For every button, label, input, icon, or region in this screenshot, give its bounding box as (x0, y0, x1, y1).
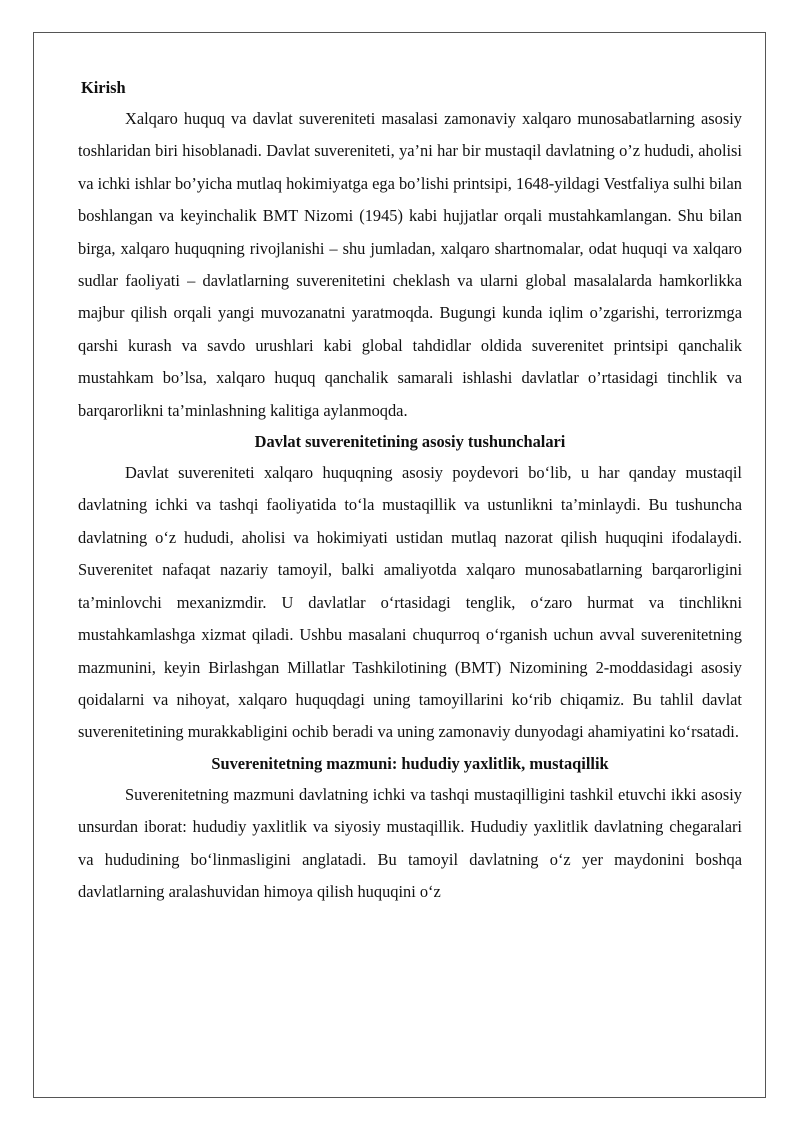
section-heading-basic-concepts: Davlat suverenitetining asosiy tushunchalari (254, 432, 566, 452)
section-heading-sovereignty-content: Suverenitetning mazmuni: hududiy yaxlitlik, mustaqillik (211, 753, 609, 773)
section-heading-introduction: Kirish (81, 78, 126, 97)
paragraph-sovereignty-content: Suverenitetning mazmuni davlatning ichki va tashqi mustaqilligini tashkil etuvchi ikki asosiy unsurdan iborat: hududiy yaxlitlik va siyosiy mustaqillik. Hududiy yaxlitlik davlatning chegaralari va hududining bo‘linmasligini anglatadi. Bu tamoyil davlatning o‘z yer maydonini boshqa davlatlarning aralashuvidan himoya qilish huquqini o‘z (78, 784, 742, 901)
paragraph-introduction: Xalqaro huquq va davlat suvereniteti masalasi zamonaviy xalqaro munosabatlarning asosiy toshlaridan biri hisoblanadi. Davlat suvereniteti, ya’ni har bir mustaqil davlatning o’z hududi, aholisi va ichki ishlar bo’yicha mutlaq hokimiyatga ega bo’lishi printsipi, 1648-yildagi Vestfaliya sulhi bilan boshlangan va keyinchalik BMT Nizomi (1945) kabi hujjatlar orqali mustahkamlangan. Shu bilan birga, xalqaro huquqning rivojlanishi – shu jumladan, xalqaro shartnomalar, odat huquqi va xalqaro sudlar faoliyati – davlatlarning suverenitetini cheklash va ularni global masalalarda hamkorlikka majbur qilish orqali yangi muvozanatni yaratmoqda. Bugungi kunda iqlim o’zgarishi, terrorizmga qarshi kurash va savdo urushlari kabi global tahdidlar oldida suverenitet printsipi qanchalik mustahkam bo’lsa, xalqaro huquq qanchalik samarali ishlashi davlatlar o’rtasidagi tinchlik va barqarorlikni ta’minlashning kalitiga aylanmoqda. (78, 109, 742, 420)
document-body (78, 75, 742, 908)
paragraph-basic-concepts: Davlat suvereniteti xalqaro huquqning asosiy poydevori bo‘lib, u har qanday mustaqil davlatning ichki va tashqi faoliyatida to‘la mustaqillik va ustunlikni ta’minlaydi. Bu tushuncha davlatning o‘z hududi, aholisi va hokimiyati ustidan mutlaq nazorat qilish huquqini ifodalaydi. Suverenitet nafaqat nazariy tamoyil, balki amaliyotda xalqaro munosabatlarning barqarorligini ta’minlovchi mexanizmdir. U davlatlar o‘rtasidagi tenglik, o‘zaro hurmat va tinchlikni mustahkamlashga xizmat qiladi. Ushbu masalani chuqurroq o‘rganish uchun avval suverenitetning mazmunini, keyin Birlashgan Millatlar Tashkilotining (BMT) Nizomining 2-moddasidagi asosiy qoidalarni va nihoyat, xalqaro huquqdagi uning tamoyillarini ko‘rib chiqamiz. Bu tahlil davlat suverenitetining murakkabligini ochib beradi va uning zamonaviy dunyodagi ahamiyatini ko‘rsatadi. (78, 463, 742, 742)
